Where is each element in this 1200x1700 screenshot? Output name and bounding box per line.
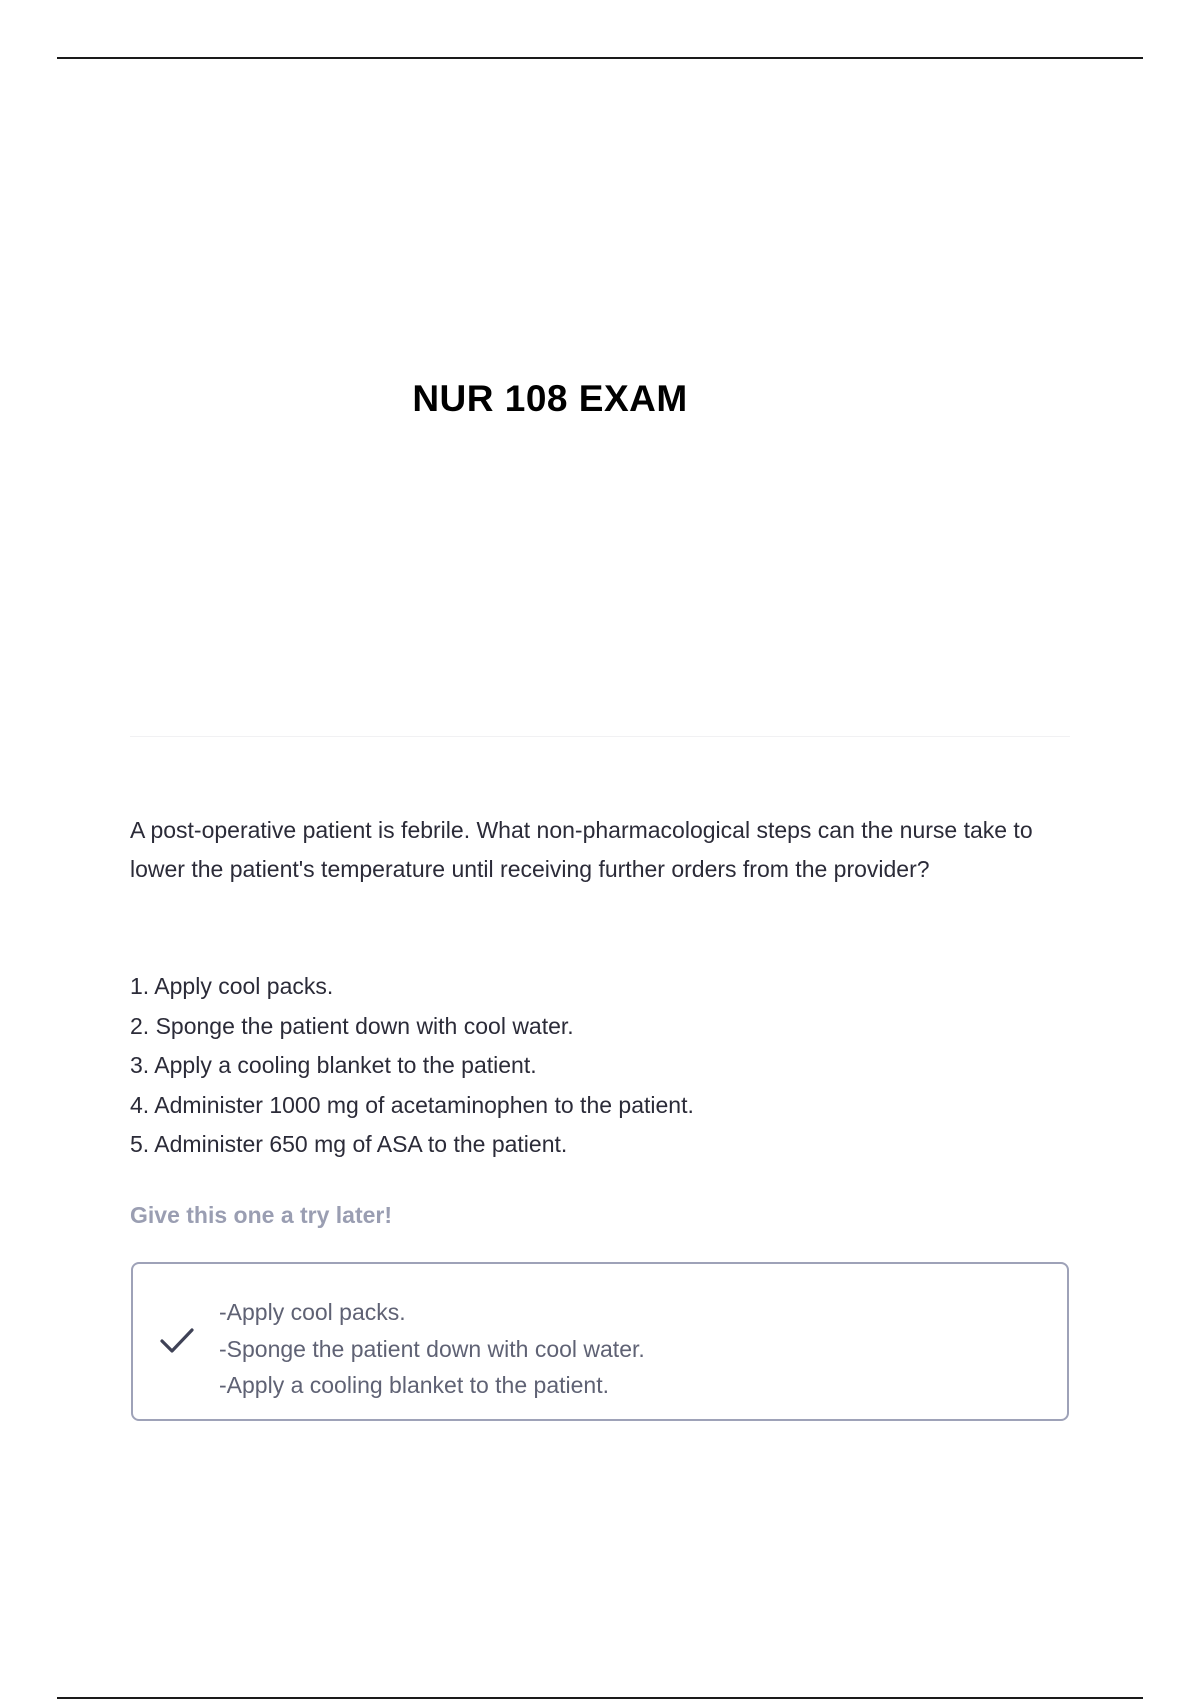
question-text: A post-operative patient is febrile. What non-pharmacological steps can the nurse take to lower the patient's temperature until receiving further orders from the provider? bbox=[130, 817, 1033, 882]
answer-card bbox=[131, 1262, 1069, 1421]
options-list bbox=[130, 967, 1070, 1165]
answer-lines bbox=[219, 1294, 645, 1404]
section-divider bbox=[130, 736, 1070, 737]
option-item: 5. Administer 650 mg of ASA to the patient. bbox=[130, 1131, 568, 1157]
option-item: 3. Apply a cooling blanket to the patient. bbox=[130, 1052, 537, 1078]
option-item: 2. Sponge the patient down with cool water. bbox=[130, 1012, 574, 1039]
answer-line: -Apply a cooling blanket to the patient. bbox=[219, 1372, 609, 1398]
top-rule bbox=[57, 57, 1143, 59]
answer-line: -Apply cool packs. bbox=[219, 1299, 406, 1325]
option-item: 1. Apply cool packs. bbox=[130, 973, 334, 999]
check-icon bbox=[159, 1326, 195, 1356]
document-title: NUR 108 EXAM bbox=[412, 378, 688, 419]
bottom-rule bbox=[57, 1697, 1143, 1699]
hint-text: Give this one a try later! bbox=[130, 1202, 393, 1228]
option-item: 4. Administer 1000 mg of acetaminophen to the patient. bbox=[130, 1091, 694, 1118]
answer-line: -Sponge the patient down with cool water. bbox=[219, 1335, 645, 1362]
